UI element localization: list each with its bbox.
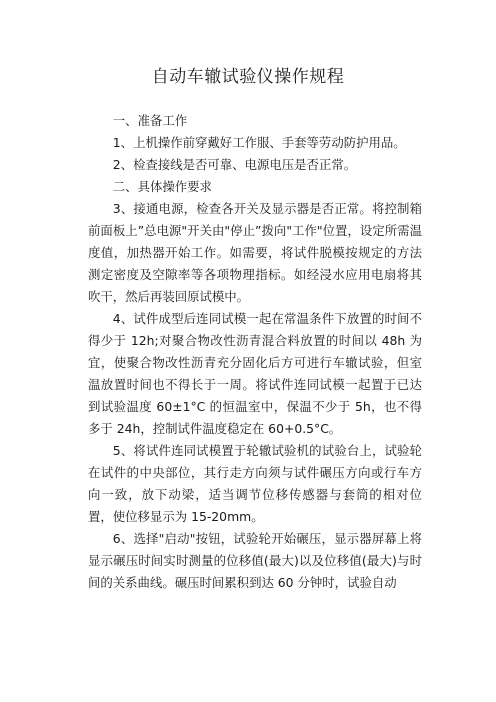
- paragraph-item-2: 2、检查接线是否可靠、电源电压是否正常。: [112, 157, 357, 172]
- paragraph-item-5: 5、将试件连同试模置于轮辙试验机的试验台上，试验轮在试件的中央部位，其行走方向须与试件碾压方向或行车方向一致，放下动梁，适当调节位移传感器与套筒的相对位置，使位移显示为 15-20mm。: [88, 443, 422, 524]
- paragraph-item-1: 1、上机操作前穿戴好工作服、手套等劳动防护用品。: [112, 135, 406, 150]
- paragraph-item-3: 3、接通电源，检查各开关及显示器是否正常。将控制箱前面板上”总电源"开关由"停止”拨向"工作"位置，设定所需温度值，加热器开始工作。如需要，将试件脱模按规定的方法测定密度及空隙率等各项物理指标。如经浸水应用电扇将其吹干，然后再装回原试模中。: [88, 201, 422, 304]
- document-body: [88, 110, 422, 594]
- paragraph-item-6: 6、选择"启动"按钮，试验轮开始碾压，显示器屏幕上将显示碾压时间实时测量的位移值(最大)以及位移值(最大)与时间的关系曲线。碾压时间累积到达 60 分钟时，试验自动: [88, 531, 422, 590]
- paragraph-section-1-heading: 一、准备工作: [112, 113, 188, 128]
- paragraph-section-2-heading: 二、具体操作要求: [112, 179, 212, 194]
- document-title: 自动车辙试验仪操作规程: [151, 67, 345, 87]
- paragraph-item-4: 4、试件成型后连同试模一起在常温条件下放置的时间不得少于 12h;对聚合物改性沥青混合料放置的时间以 48h 为宜，使聚合物改性沥青充分固化后方可进行车辙试验，但室温放置时间也不得长于一周。将试件连同试模一起置于已达到试验温度 60±1°C 的恒温室中，保温不少于 5h，也不得多于 24h，控制试件温度稳定在 60+0.5°C。: [88, 311, 422, 436]
